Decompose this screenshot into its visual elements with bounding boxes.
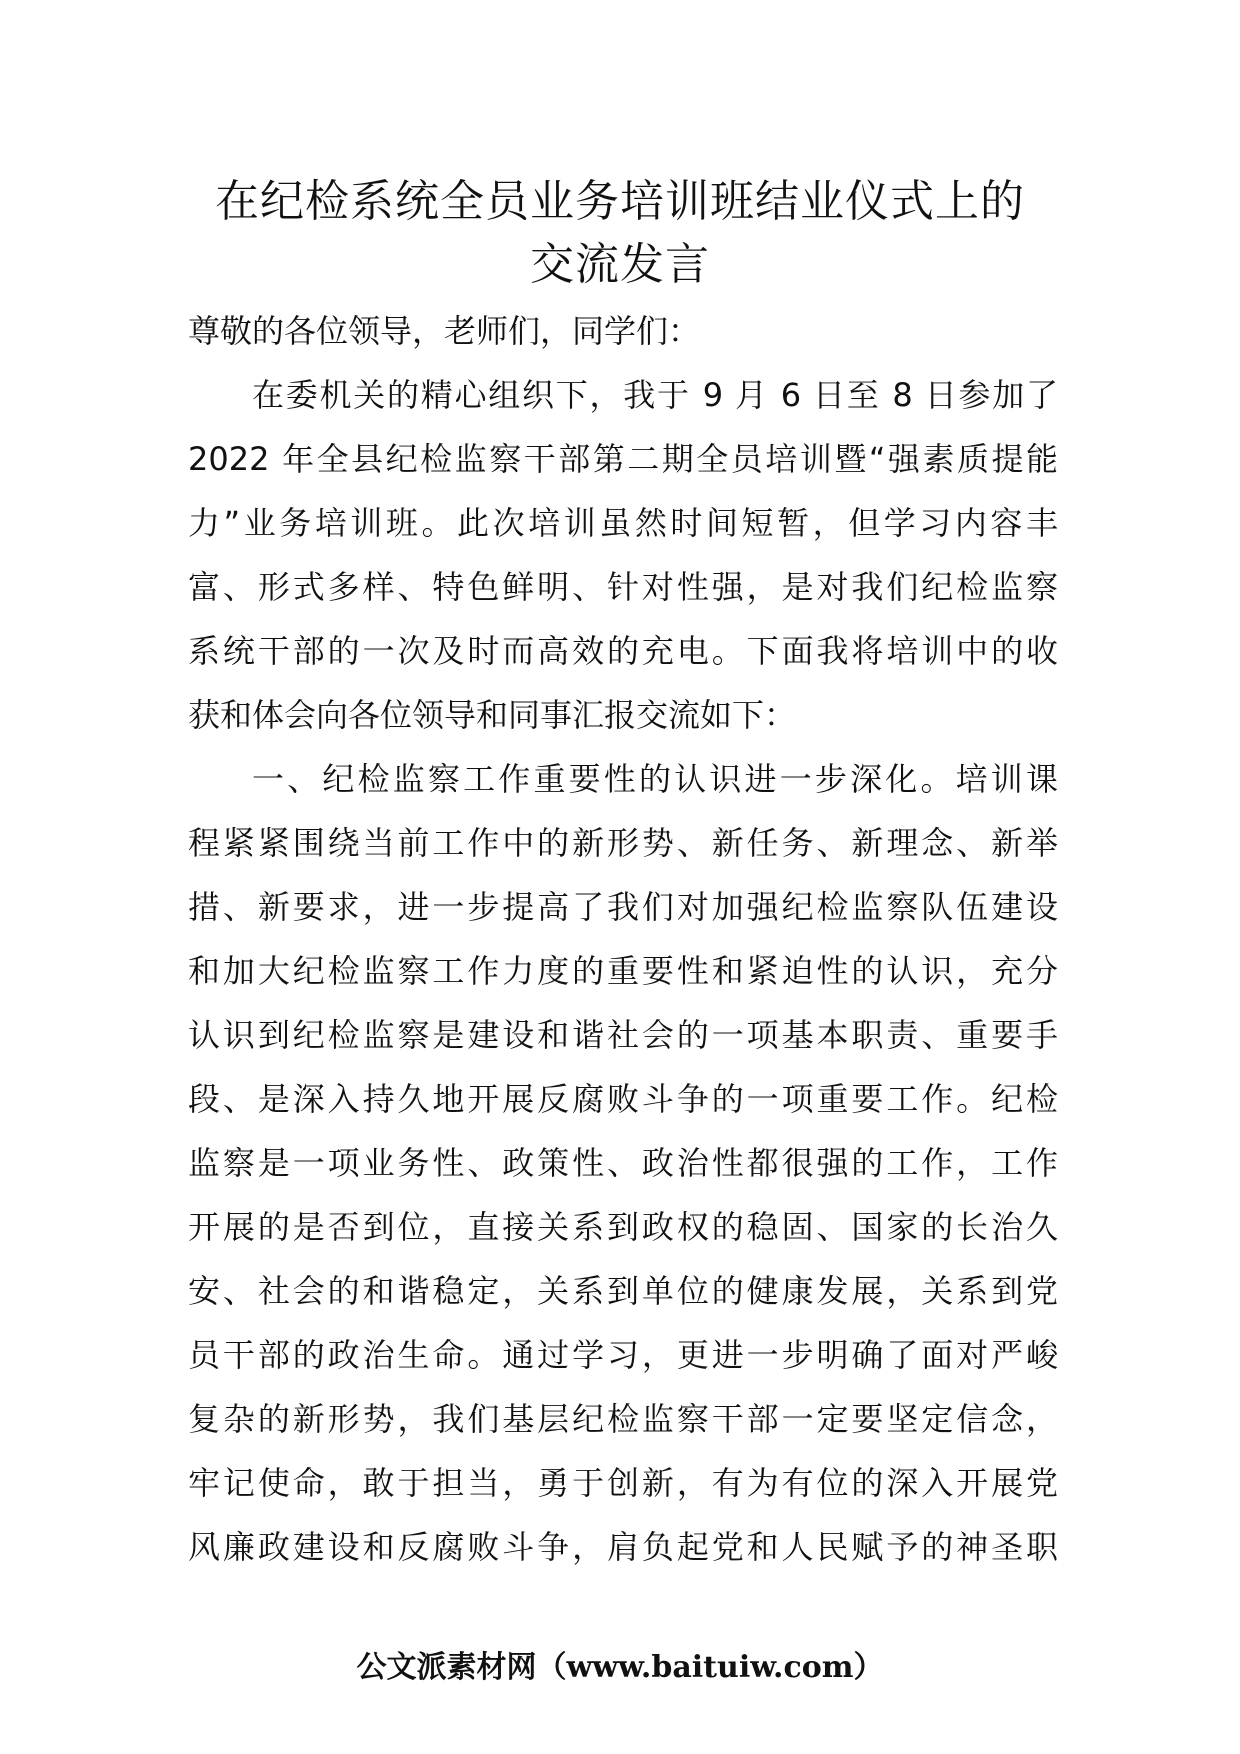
paragraph-line: 力”业务培训班。此次培训虽然时间短暂，但学习内容丰 — [188, 504, 1058, 542]
document-title: 在纪检系统全员业务培训班结业仪式上的 — [215, 176, 1025, 227]
salutation: 尊敬的各位领导，老师们，同学们： — [188, 312, 701, 350]
footer-source-text: 公文派素材网（www.baituiw.com） — [356, 1650, 884, 1685]
section-heading-line: 一、纪检监察工作重要性的认识进一步深化。培训课 — [252, 760, 1058, 798]
paragraph-line: 系统干部的一次及时而高效的充电。下面我将培训中的收 — [188, 632, 1058, 670]
paragraph-line: 安、社会的和谐稳定，关系到单位的健康发展，关系到党 — [188, 1272, 1058, 1310]
paragraph-line: 在委机关的精心组织下，我于 9 月 6 日至 8 日参加了 — [252, 376, 1058, 414]
document-title-continued: 交流发言 — [530, 239, 710, 290]
paragraph-line: 复杂的新形势，我们基层纪检监察干部一定要坚定信念， — [188, 1400, 1058, 1438]
paragraph-line: 牢记使命，敢于担当，勇于创新，有为有位的深入开展党 — [188, 1464, 1058, 1502]
paragraph-line: 2022 年全县纪检监察干部第二期全员培训暨“强素质提能 — [188, 440, 1058, 478]
paragraph-line: 和加大纪检监察工作力度的重要性和紧迫性的认识，充分 — [188, 952, 1058, 990]
paragraph-line: 监察是一项业务性、政策性、政治性都很强的工作，工作 — [188, 1144, 1058, 1182]
paragraph-line: 程紧紧围绕当前工作中的新形势、新任务、新理念、新举 — [188, 824, 1058, 862]
paragraph-line: 富、形式多样、特色鲜明、针对性强，是对我们纪检监察 — [188, 568, 1058, 606]
paragraph-line: 风廉政建设和反腐败斗争，肩负起党和人民赋予的神圣职 — [188, 1528, 1058, 1566]
paragraph-line: 开展的是否到位，直接关系到政权的稳固、国家的长治久 — [188, 1208, 1058, 1246]
paragraph-line: 措、新要求，进一步提高了我们对加强纪检监察队伍建设 — [188, 888, 1058, 926]
paragraph-line: 获和体会向各位领导和同事汇报交流如下： — [188, 696, 797, 734]
paragraph-line: 员干部的政治生命。通过学习，更进一步明确了面对严峻 — [188, 1336, 1058, 1374]
paragraph-line: 认识到纪检监察是建设和谐社会的一项基本职责、重要手 — [188, 1016, 1058, 1054]
paragraph-line: 段、是深入持久地开展反腐败斗争的一项重要工作。纪检 — [188, 1080, 1058, 1118]
